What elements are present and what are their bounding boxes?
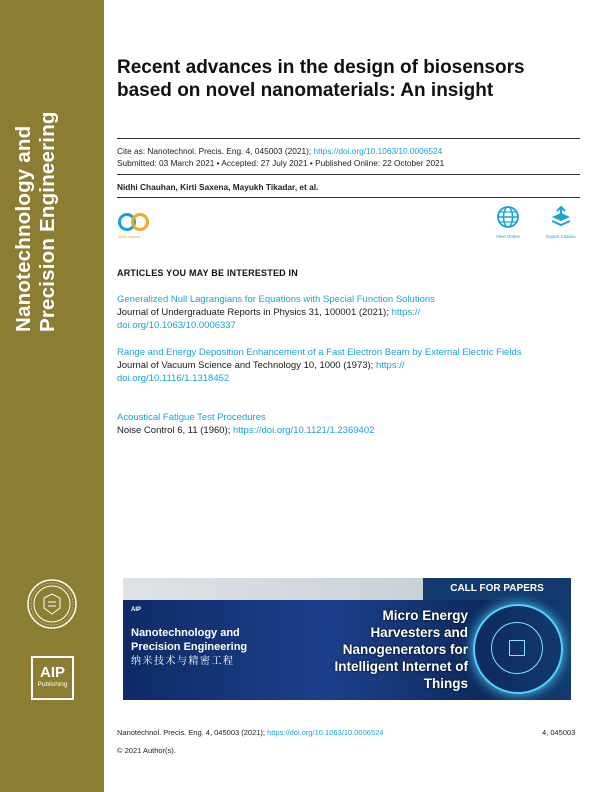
related-articles-heading: ARTICLES YOU MAY BE INTERESTED IN <box>117 268 298 278</box>
footer-doi-link[interactable]: https://doi.org/10.1063/10.0006524 <box>267 728 384 737</box>
export-citation-link[interactable]: Export Citation <box>546 234 576 239</box>
related-article-doi-link[interactable]: doi.org/10.1063/10.0006337 <box>117 320 236 331</box>
publication-dates: Submitted: 03 March 2021 • Accepted: 27 July 2021 • Published Online: 22 October 2021 <box>117 158 445 168</box>
call-for-papers-banner[interactable] <box>123 578 571 700</box>
aip-publishing-logo[interactable] <box>31 656 74 700</box>
globe-icon[interactable] <box>496 205 520 229</box>
view-online-link[interactable]: View Online <box>496 234 520 239</box>
banner-journal-name-line2: Precision Engineering <box>131 641 248 653</box>
related-article-doi-link[interactable]: https://doi.org/10.1121/1.2369402 <box>233 425 375 436</box>
related-article-item <box>117 346 582 385</box>
journal-name-line1: Nanotechnology and <box>12 125 35 332</box>
related-article-title[interactable]: Acoustical Fatigue Test Procedures <box>117 412 266 423</box>
related-article-citation: Journal of Undergraduate Reports in Physics 31, 100001 (2021); <box>117 307 392 318</box>
article-doi-link[interactable]: https://doi.org/10.1063/10.0006524 <box>313 146 443 156</box>
related-article-item <box>117 411 582 437</box>
aip-logo-subtext: Publishing <box>37 681 68 688</box>
open-access-label: open access <box>118 234 141 239</box>
footer-page-id: 4, 045003 <box>542 728 576 737</box>
citation-line <box>117 146 442 157</box>
chip-icon <box>509 640 525 656</box>
banner-journal-name <box>131 626 247 654</box>
footer-citation <box>117 728 383 737</box>
footer-citation-text: Nanotechnol. Precis. Eng. 4, 045003 (2021); <box>117 728 268 737</box>
related-article-doi-link[interactable]: https:// <box>375 360 405 371</box>
divider <box>117 138 580 139</box>
journal-name-line2: Precision Engineering <box>36 111 59 332</box>
related-article-citation: Journal of Vacuum Science and Technology 10, 1000 (1973); <box>117 360 376 371</box>
journal-sidebar <box>0 0 104 792</box>
banner-journal-name-line1: Nanotechnology and <box>131 627 240 639</box>
banner-journal-name-chinese: 纳米技术与精密工程 <box>131 656 235 667</box>
related-article-title[interactable]: Range and Energy Deposition Enhancement of a Fast Electron Beam by External Electric Fields <box>117 347 522 358</box>
university-seal-icon <box>26 578 78 630</box>
journal-name-vertical <box>12 2 90 332</box>
related-article-citation: Noise Control 6, 11 (1960); <box>117 425 233 436</box>
divider <box>117 197 580 198</box>
related-article-doi-link[interactable]: https:// <box>391 307 421 318</box>
article-title: Recent advances in the design of biosensors based on novel nanomaterials: An insight <box>117 57 525 101</box>
related-article-doi-link[interactable]: doi.org/10.1116/1.1318452 <box>117 373 230 384</box>
banner-headline: Micro Energy Harvesters and Nanogenerators for Intelligent Internet of Things <box>334 608 468 691</box>
citation-text: Cite as: Nanotechnol. Precis. Eng. 4, 045003 (2021); <box>117 146 314 156</box>
related-article-title[interactable]: Generalized Null Lagrangians for Equations with Special Function Solutions <box>117 294 435 305</box>
aip-logo-text: AIP <box>39 664 65 681</box>
call-for-papers-label: CALL FOR PAPERS <box>423 578 571 600</box>
authors-line[interactable]: Nidhi Chauhan, Kirti Saxena, Mayukh Tikadar, et al. <box>117 182 319 192</box>
related-article-item <box>117 293 582 332</box>
export-citation-icon[interactable] <box>549 205 573 229</box>
divider <box>117 174 580 175</box>
banner-aip-logo: AIP <box>131 607 142 613</box>
copyright-notice: © 2021 Author(s). <box>117 746 176 755</box>
